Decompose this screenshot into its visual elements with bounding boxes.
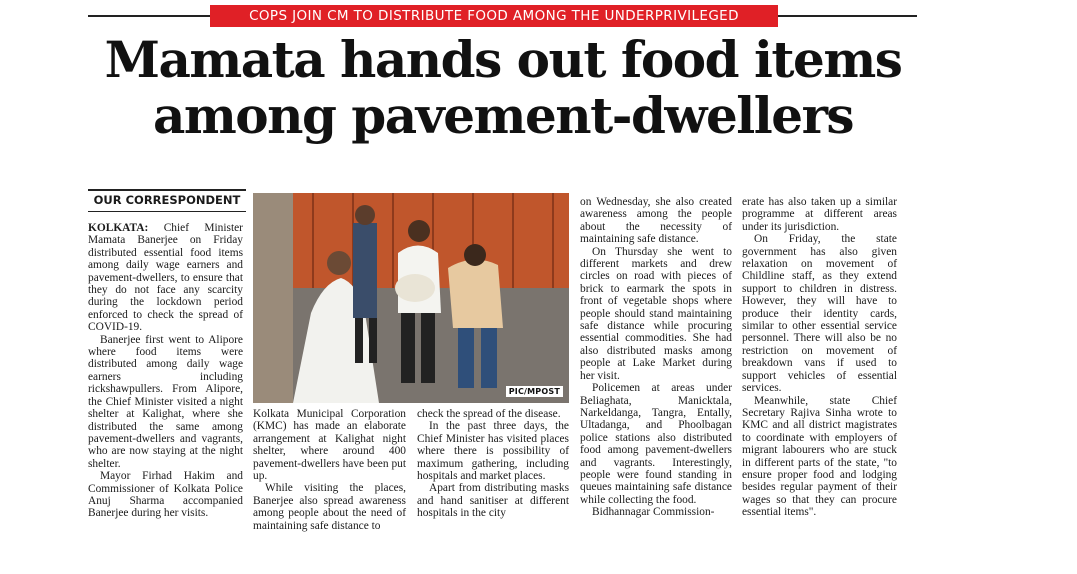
article-column-2 [253,408,406,532]
news-photo [253,193,569,403]
headline-line-1: Mamata hands out food items [104,30,902,89]
paragraph: Banerjee first went to Alipore where food items were distributed among daily wage earners including rickshawpullers. From Alipore, the Chief Minister visited a night shelter at Kalighat, where she distributed the same among pavement-dwellers and vagrants, who are now staying at the night shelter. [88,333,243,470]
paragraph: While visiting the places, Banerjee also spread awareness among people about the need of maintaining safe distance to [253,482,406,532]
headline [88,32,918,144]
paragraph: On Thursday she went to different markets and drew circles on road with pieces of brick to earmark the spots in front of vegetable shops where people should stand maintaining safe distance while procuring essential commodities. She had also distributed masks among people at Lake Market during her visit. [580,245,732,382]
headline-line-2: among pavement-dwellers [152,86,854,145]
paragraph-text: Chief Minister Mamata Banerjee on Friday distributed essential food items among daily wage earners and pavement-dwellers, to ensure that they do not face any scarcity during the lockdown period enforced to check the spread of COVID-19. [88,222,243,334]
paragraph: on Wednesday, she also created awareness among the people about the necessity of maintaining safe distance. [580,196,732,246]
paragraph: On Friday, the state government has also given relaxation on movement of Childline staff, as they extend support to children in distress. However, they will have to produce their identity cards, similar to other essential service personnel. There will also be no restriction on movement of breakdown vans if used to support vehicles of essential services. [742,233,897,395]
paragraph: In the past three days, the Chief Minister has visited places where there is possibility of maximum gathering, including hospitals and market places. [417,420,569,483]
article-column-4 [580,196,732,519]
dateline: KOLKATA: [88,222,149,234]
paragraph: Policemen at areas under Beliaghata, Manicktala, Narkeldanga, Tangra, Entally, Ultadanga, and Phoolbagan police stations also distributed food among pavement-dwellers and vagrants. Interestingly, people were found standing in queues maintaining safe distance while collecting the food. [580,382,732,506]
paragraph: erate has also taken up a similar programme at different areas under its jurisdiction. [742,196,897,233]
byline: OUR CORRESPONDENT [88,189,246,212]
paragraph: Mayor Firhad Hakim and Commissioner of Kolkata Police Anuj Sharma accompanied Banerjee during her visits. [88,470,243,520]
paragraph [88,222,243,334]
paragraph: check the spread of the disease. [417,408,561,420]
kicker-banner: COPS JOIN CM TO DISTRIBUTE FOOD AMONG THE UNDERPRIVILEGED [210,5,778,27]
article-column-5 [742,196,897,519]
paragraph: Bidhannagar Commission- [592,506,715,519]
photo-illustration [253,193,569,403]
paragraph: Meanwhile, state Chief Secretary Rajiva Sinha wrote to KMC and all district magistrates to coordinate with employers of migrant labourers who are stuck in different parts of the state, "to ensure proper food and lodging besides regular payment of their wages so that they can procure essential items". [742,394,897,519]
article-column-3 [417,408,569,520]
article-column-1 [88,222,243,520]
photo-credit: PIC/MPOST [506,386,563,397]
paragraph: Apart from distributing masks and hand sanitiser at different hospitals in the city [417,482,569,520]
paragraph: Kolkata Municipal Corporation (KMC) has made an elaborate arrangement at Kalighat night shelter, where around 400 pavement-dwellers have been put up. [253,408,406,483]
